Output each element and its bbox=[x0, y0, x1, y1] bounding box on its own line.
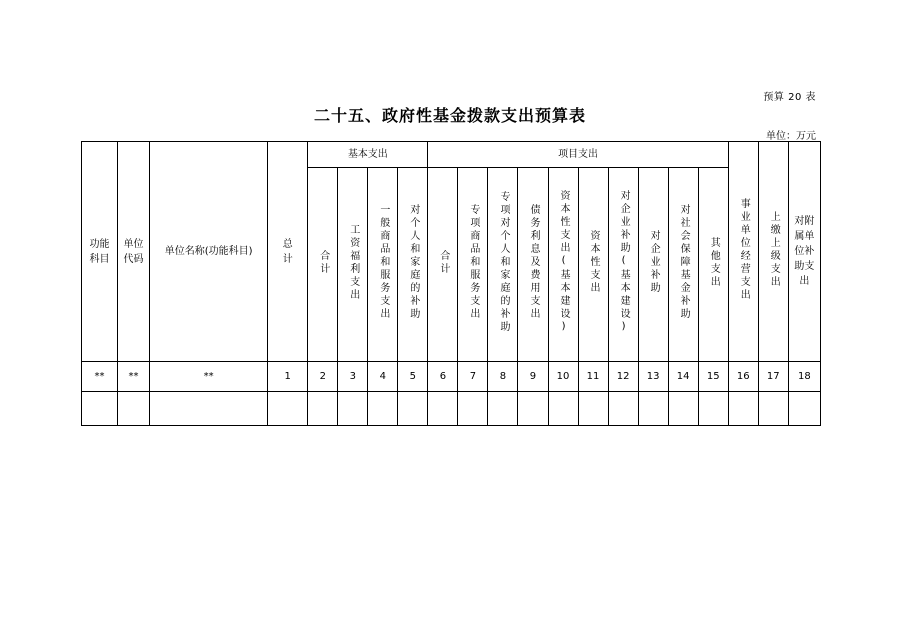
header-project-household: 专项对个人和家庭的补助 bbox=[488, 168, 518, 362]
empty-cell bbox=[368, 392, 398, 426]
header-project-expenditure: 项目支出 bbox=[428, 142, 728, 168]
header-project-goods: 专项商品和服务支出 bbox=[458, 168, 488, 362]
index-cell: 15 bbox=[698, 362, 728, 392]
empty-cell bbox=[728, 392, 758, 426]
header-basic-household: 对个人和家庭的补助 bbox=[398, 168, 428, 362]
empty-cell bbox=[308, 392, 338, 426]
empty-cell bbox=[698, 392, 728, 426]
index-cell: 5 bbox=[398, 362, 428, 392]
header-project-total: 合计 bbox=[428, 168, 458, 362]
empty-cell bbox=[638, 392, 668, 426]
empty-cell bbox=[398, 392, 428, 426]
header-project-enterprise: 对企业补助 bbox=[638, 168, 668, 362]
empty-cell bbox=[668, 392, 698, 426]
index-cell: 7 bbox=[458, 362, 488, 392]
header-unit-name: 单位名称(功能科目) bbox=[150, 142, 268, 362]
header-fushu: 对附属单位补助支出 bbox=[788, 142, 820, 362]
empty-cell bbox=[758, 392, 788, 426]
empty-cell bbox=[118, 392, 150, 426]
header-shiye: 事业单位经营支出 bbox=[728, 142, 758, 362]
empty-cell bbox=[578, 392, 608, 426]
empty-cell bbox=[268, 392, 308, 426]
empty-cell bbox=[518, 392, 548, 426]
index-cell: 18 bbox=[788, 362, 820, 392]
budget-table bbox=[81, 141, 821, 426]
index-cell: 16 bbox=[728, 362, 758, 392]
budget-table-number: 预算 20 表 bbox=[763, 92, 816, 103]
index-cell: 3 bbox=[338, 362, 368, 392]
header-basic-total: 合计 bbox=[308, 168, 338, 362]
index-cell: 13 bbox=[638, 362, 668, 392]
index-cell: 2 bbox=[308, 362, 338, 392]
header-project-other: 其他支出 bbox=[698, 168, 728, 362]
header-func-subject: 功能科目 bbox=[82, 142, 118, 362]
empty-cell bbox=[338, 392, 368, 426]
header-shangjiao: 上缴上级支出 bbox=[758, 142, 788, 362]
empty-cell bbox=[458, 392, 488, 426]
header-project-enterprise-build: 对企业补助(基本建设) bbox=[608, 168, 638, 362]
header-project-capital-build: 资本性支出(基本建设) bbox=[548, 168, 578, 362]
header-project-capital: 资本性支出 bbox=[578, 168, 608, 362]
header-project-debt: 债务利息及费用支出 bbox=[518, 168, 548, 362]
empty-cell bbox=[788, 392, 820, 426]
index-cell: 17 bbox=[758, 362, 788, 392]
empty-cell bbox=[548, 392, 578, 426]
index-cell: 4 bbox=[368, 362, 398, 392]
index-cell: 10 bbox=[548, 362, 578, 392]
index-cell: ** bbox=[82, 362, 118, 392]
index-cell: 6 bbox=[428, 362, 458, 392]
empty-cell bbox=[488, 392, 518, 426]
empty-cell bbox=[82, 392, 118, 426]
table-row-index bbox=[82, 362, 821, 392]
table-row-empty bbox=[82, 392, 821, 426]
unit-label: 单位：万元 bbox=[766, 131, 816, 142]
header-total: 总计 bbox=[268, 142, 308, 362]
index-cell: 14 bbox=[668, 362, 698, 392]
index-cell: ** bbox=[150, 362, 268, 392]
index-cell: ** bbox=[118, 362, 150, 392]
index-cell: 1 bbox=[268, 362, 308, 392]
header-basic-wages: 工资福利支出 bbox=[338, 168, 368, 362]
page-title: 二十五、政府性基金拨款支出预算表 bbox=[313, 106, 586, 125]
index-cell: 8 bbox=[488, 362, 518, 392]
empty-cell bbox=[428, 392, 458, 426]
index-cell: 11 bbox=[578, 362, 608, 392]
header-basic-expenditure: 基本支出 bbox=[308, 142, 428, 168]
index-cell: 9 bbox=[518, 362, 548, 392]
header-basic-goods: 一般商品和服务支出 bbox=[368, 168, 398, 362]
header-row-groups bbox=[82, 142, 821, 168]
empty-cell bbox=[150, 392, 268, 426]
empty-cell bbox=[608, 392, 638, 426]
header-project-social-security: 对社会保障基金补助 bbox=[668, 168, 698, 362]
header-unit-code: 单位代码 bbox=[118, 142, 150, 362]
index-cell: 12 bbox=[608, 362, 638, 392]
